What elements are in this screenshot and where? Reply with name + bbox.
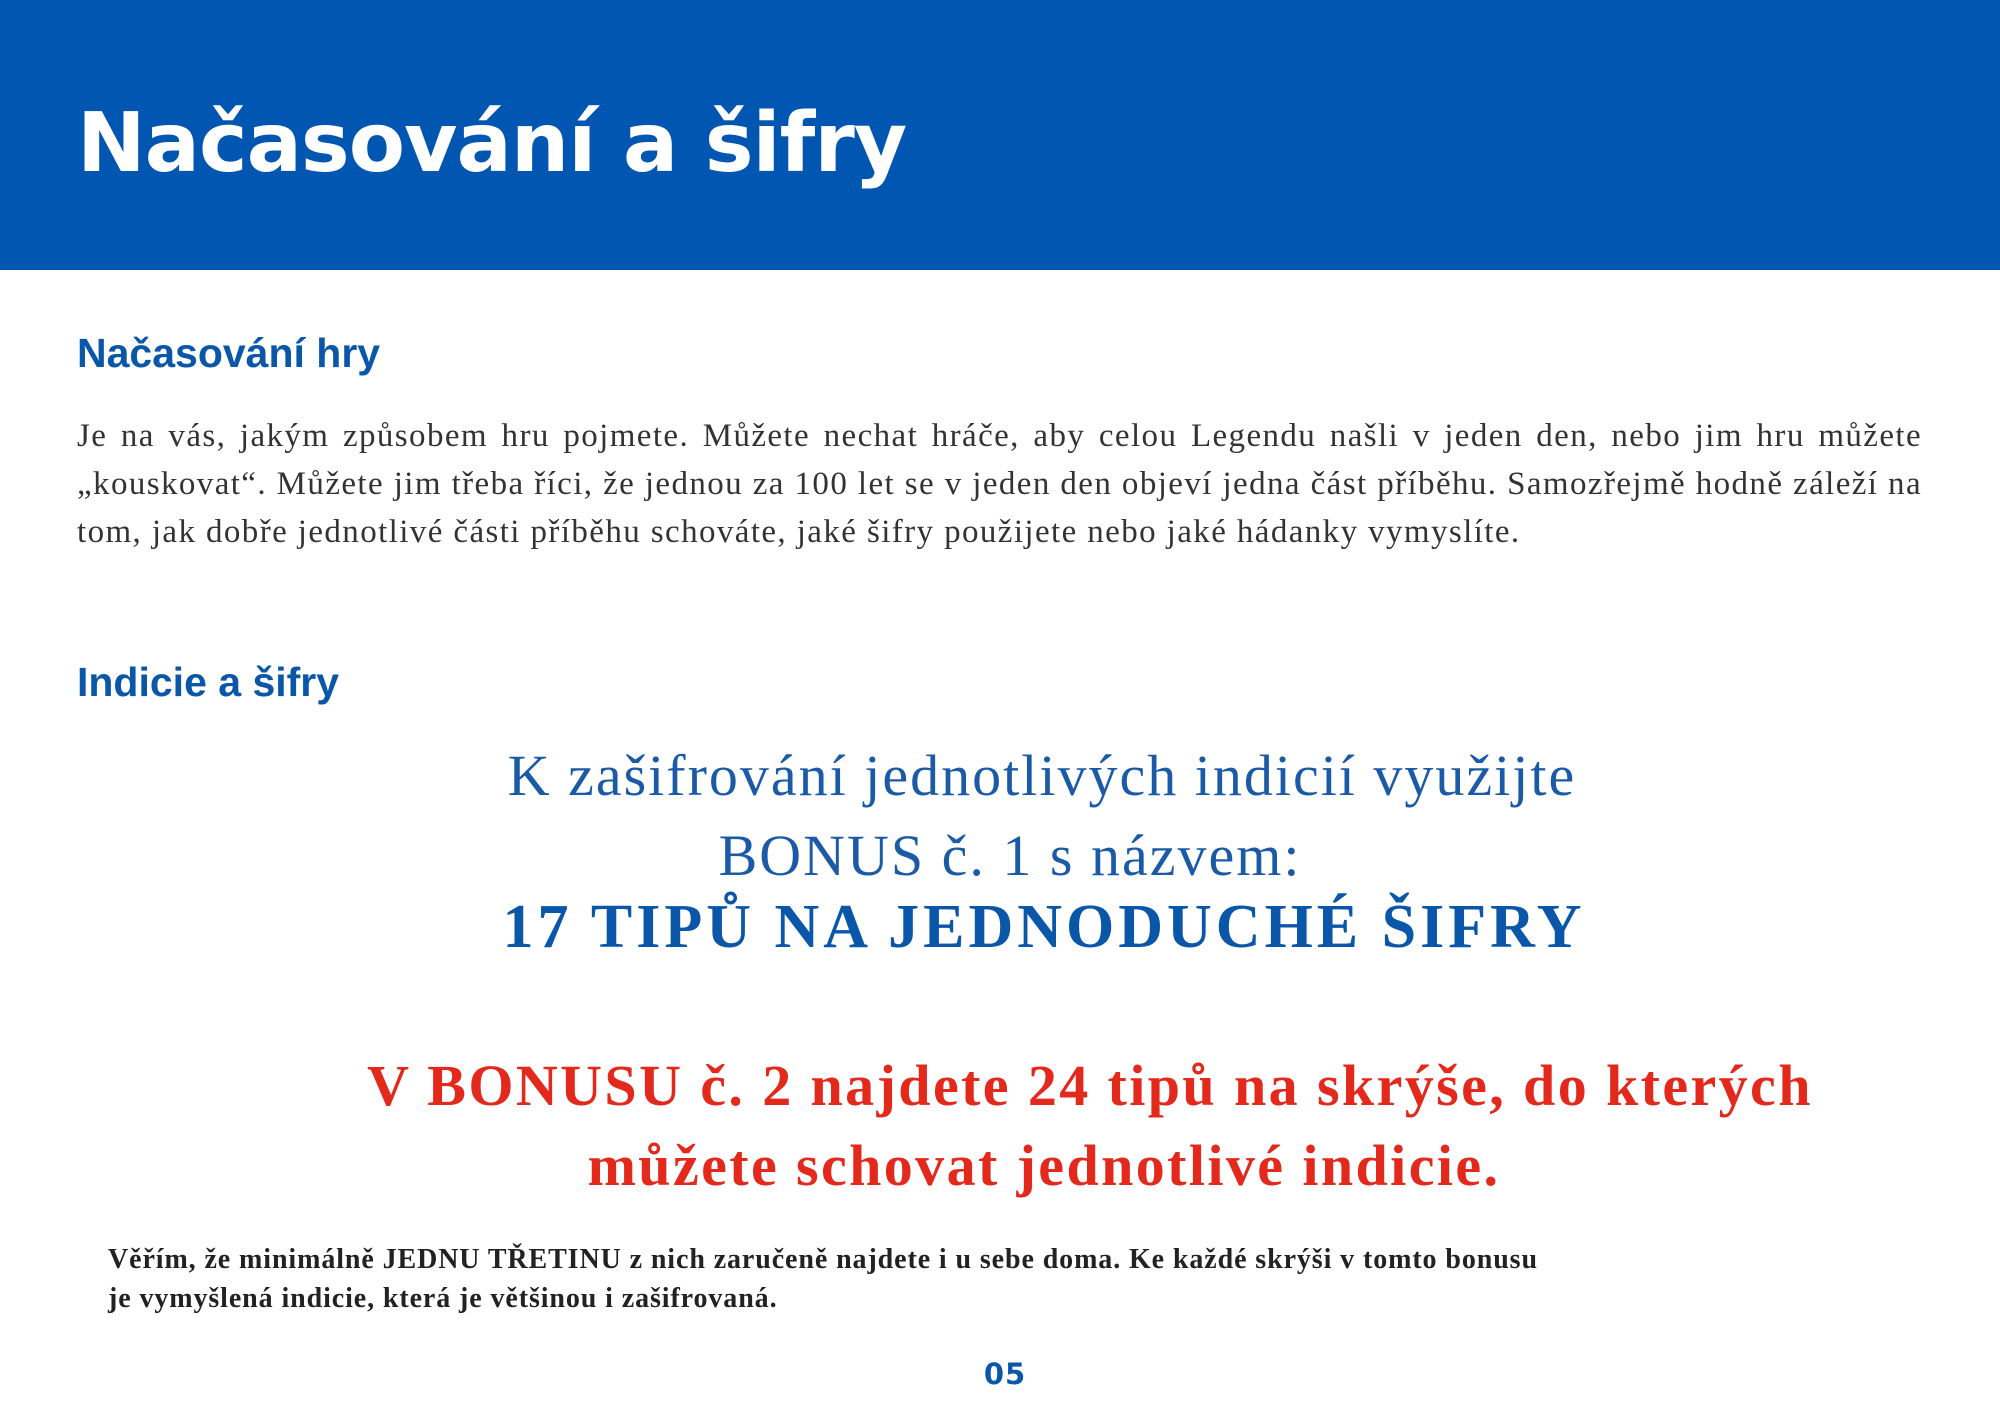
bonus2-line-1: V BONUSU č. 2 najdete 24 tipů na skrýše, do kterých [367,1053,1813,1118]
timing-paragraph: Je na vás, jakým způsobem hru pojmete. Můžete nechat hráče, aby celou Legendu našli v jeden den, nebo jim hru můžete „kouskovat“. Můžete jim třeba říci, že jednou za 100 let se v jeden den objeví jedna část příběhu. Samozřejmě hodně záleží na tom, jak dobře jednotlivé části příběhu schováte, jaké šifry použijete nebo jaké hádanky vymyslíte. [77,418,1922,550]
bonus1-name-line: BONUS č. 1 s názvem: [718,823,1302,888]
section-heading-timing: Načasování hry [77,330,381,376]
note-line-1: Věřím, že minimálně JEDNU TŘETINU z nich zaručeně najdete i u sebe doma. Ke každé skrýši v tomto bonusu [108,1244,1538,1275]
section-heading-clues: Indicie a šifry [77,659,340,705]
bonus1-title: 17 TIPŮ NA JEDNODUCHÉ ŠIFRY [502,893,1586,961]
bonus1-intro-line: K zašifrování jednotlivých indicií využijte [507,743,1577,808]
note-line-2: je vymyšlená indicie, která je většinou i zašifrovaná. [108,1283,778,1314]
page-number: 05 [983,1357,1027,1391]
bonus2-line-2: můžete schovat jednotlivé indicie. [587,1133,1501,1198]
page-title: Načasování a šifry [77,96,907,191]
header-banner [0,0,2000,270]
